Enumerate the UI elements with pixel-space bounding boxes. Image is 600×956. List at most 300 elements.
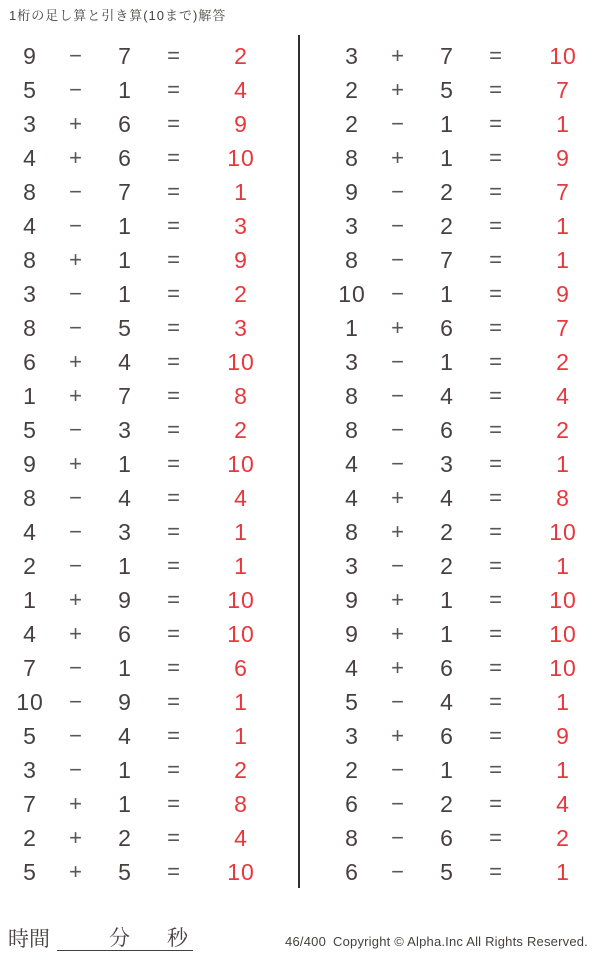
- problem-row: [8, 787, 284, 821]
- answer: 10: [227, 450, 255, 477]
- operator: −: [391, 859, 405, 884]
- operator: −: [391, 791, 405, 816]
- problem-row: [330, 583, 600, 617]
- operand-b: 7: [440, 246, 454, 273]
- problem-row: [330, 379, 600, 413]
- operand-b: 1: [118, 790, 132, 817]
- answer: 4: [234, 484, 248, 511]
- operator: −: [391, 757, 405, 782]
- operand-b: 4: [440, 484, 454, 511]
- problem-row: [330, 107, 600, 141]
- operand-b: 7: [118, 178, 132, 205]
- problem-row: [8, 107, 284, 141]
- answer: 2: [234, 280, 248, 307]
- equals-sign: =: [167, 791, 181, 816]
- answer: 9: [234, 110, 248, 137]
- problem-row: [8, 311, 284, 345]
- operand-b: 1: [440, 348, 454, 375]
- answer: 1: [556, 110, 570, 137]
- operand-b: 4: [440, 688, 454, 715]
- equals-sign: =: [167, 825, 181, 850]
- operand-b: 6: [440, 824, 454, 851]
- equals-sign: =: [489, 655, 503, 680]
- answer: 10: [227, 620, 255, 647]
- equals-sign: =: [167, 349, 181, 374]
- problem-row: [8, 855, 284, 889]
- operator: −: [391, 451, 405, 476]
- problem-row: [330, 39, 600, 73]
- answer: 2: [556, 824, 570, 851]
- equals-sign: =: [167, 621, 181, 646]
- operand-b: 2: [440, 518, 454, 545]
- operator: +: [69, 825, 83, 850]
- operand-a: 5: [23, 416, 37, 443]
- problem-row: [330, 447, 600, 481]
- equals-sign: =: [489, 145, 503, 170]
- operand-a: 8: [23, 314, 37, 341]
- operator: −: [391, 417, 405, 442]
- answer: 9: [556, 722, 570, 749]
- operand-b: 1: [118, 280, 132, 307]
- operand-b: 6: [118, 144, 132, 171]
- answer: 2: [556, 348, 570, 375]
- answer: 1: [556, 756, 570, 783]
- operand-b: 6: [118, 620, 132, 647]
- problem-row: [8, 345, 284, 379]
- problem-row: [8, 515, 284, 549]
- operand-b: 7: [440, 42, 454, 69]
- operand-b: 6: [440, 416, 454, 443]
- equals-sign: =: [489, 417, 503, 442]
- operand-b: 5: [118, 314, 132, 341]
- answer: 9: [556, 144, 570, 171]
- operand-a: 8: [345, 246, 359, 273]
- operator: −: [391, 689, 405, 714]
- problem-row: [330, 311, 600, 345]
- answer: 10: [549, 654, 577, 681]
- answer: 10: [227, 586, 255, 613]
- equals-sign: =: [489, 111, 503, 136]
- operand-a: 9: [345, 586, 359, 613]
- operator: −: [391, 281, 405, 306]
- equals-sign: =: [167, 689, 181, 714]
- operator: +: [391, 43, 405, 68]
- operand-a: 3: [345, 722, 359, 749]
- answer: 1: [234, 552, 248, 579]
- operator: −: [69, 213, 83, 238]
- operand-a: 4: [23, 620, 37, 647]
- operator: −: [391, 111, 405, 136]
- operator: +: [69, 451, 83, 476]
- equals-sign: =: [167, 587, 181, 612]
- operand-b: 5: [440, 858, 454, 885]
- operand-a: 1: [23, 382, 37, 409]
- operand-a: 6: [345, 858, 359, 885]
- operand-a: 4: [345, 484, 359, 511]
- operand-a: 8: [345, 144, 359, 171]
- operand-a: 8: [23, 246, 37, 273]
- operand-a: 6: [23, 348, 37, 375]
- problem-row: [8, 821, 284, 855]
- operator: −: [69, 179, 83, 204]
- operand-a: 2: [345, 756, 359, 783]
- operator: −: [69, 757, 83, 782]
- operand-a: 4: [345, 450, 359, 477]
- problem-row: [8, 277, 284, 311]
- answer: 1: [234, 178, 248, 205]
- operator: −: [69, 281, 83, 306]
- operator: +: [69, 859, 83, 884]
- equals-sign: =: [489, 281, 503, 306]
- problem-row: [330, 243, 600, 277]
- operand-b: 4: [118, 348, 132, 375]
- operand-a: 3: [345, 42, 359, 69]
- operator: +: [69, 791, 83, 816]
- problem-row: [8, 379, 284, 413]
- time-entry-area: [8, 924, 193, 951]
- problem-row: [330, 855, 600, 889]
- equals-sign: =: [489, 553, 503, 578]
- answer: 3: [234, 212, 248, 239]
- operand-a: 6: [345, 790, 359, 817]
- operand-a: 4: [345, 654, 359, 681]
- problem-row: [8, 141, 284, 175]
- equals-sign: =: [167, 145, 181, 170]
- answer: 4: [556, 790, 570, 817]
- equals-sign: =: [489, 77, 503, 102]
- answer: 8: [234, 382, 248, 409]
- operator: −: [391, 213, 405, 238]
- operator: −: [69, 553, 83, 578]
- problem-row: [330, 719, 600, 753]
- operand-b: 6: [440, 654, 454, 681]
- operand-a: 8: [345, 518, 359, 545]
- problem-row: [8, 617, 284, 651]
- equals-sign: =: [489, 689, 503, 714]
- equals-sign: =: [167, 655, 181, 680]
- operator: −: [391, 383, 405, 408]
- operand-a: 3: [23, 110, 37, 137]
- operand-b: 2: [440, 178, 454, 205]
- operand-b: 3: [440, 450, 454, 477]
- answer: 10: [227, 348, 255, 375]
- equals-sign: =: [489, 43, 503, 68]
- problem-row: [330, 549, 600, 583]
- time-label: 時間: [8, 927, 50, 951]
- answer: 10: [549, 42, 577, 69]
- answer: 1: [556, 688, 570, 715]
- problem-row: [8, 39, 284, 73]
- answer: 8: [234, 790, 248, 817]
- operand-a: 5: [23, 76, 37, 103]
- answer: 7: [556, 314, 570, 341]
- operand-b: 7: [118, 42, 132, 69]
- equals-sign: =: [489, 859, 503, 884]
- equals-sign: =: [489, 791, 503, 816]
- answer: 10: [549, 620, 577, 647]
- operand-b: 9: [118, 586, 132, 613]
- problem-row: [8, 447, 284, 481]
- answer: 8: [556, 484, 570, 511]
- operand-a: 2: [23, 824, 37, 851]
- operand-b: 1: [118, 654, 132, 681]
- equals-sign: =: [489, 213, 503, 238]
- equals-sign: =: [167, 247, 181, 272]
- answer: 1: [556, 246, 570, 273]
- operator: +: [391, 485, 405, 510]
- problem-row: [8, 73, 284, 107]
- operand-b: 9: [118, 688, 132, 715]
- operator: +: [391, 587, 405, 612]
- equals-sign: =: [167, 451, 181, 476]
- operand-a: 9: [345, 178, 359, 205]
- operand-a: 10: [16, 688, 44, 715]
- operator: +: [391, 519, 405, 544]
- operand-a: 8: [345, 824, 359, 851]
- operand-b: 6: [440, 314, 454, 341]
- problem-row: [330, 481, 600, 515]
- operand-a: 9: [23, 42, 37, 69]
- operator: −: [69, 689, 83, 714]
- page-number: 46/400: [285, 934, 326, 949]
- answer: 10: [549, 518, 577, 545]
- answer: 1: [556, 552, 570, 579]
- problem-row: [8, 753, 284, 787]
- operator: +: [69, 587, 83, 612]
- operator: +: [69, 383, 83, 408]
- problem-row: [8, 549, 284, 583]
- problem-row: [8, 719, 284, 753]
- operand-b: 4: [118, 484, 132, 511]
- equals-sign: =: [489, 519, 503, 544]
- operator: −: [391, 247, 405, 272]
- answer: 1: [234, 688, 248, 715]
- operator: −: [391, 349, 405, 374]
- seconds-label: 秒: [167, 927, 188, 950]
- equals-sign: =: [489, 383, 503, 408]
- operand-b: 1: [440, 280, 454, 307]
- answer: 2: [234, 42, 248, 69]
- problem-row: [330, 787, 600, 821]
- operand-a: 3: [23, 280, 37, 307]
- problem-row: [330, 753, 600, 787]
- operand-a: 8: [345, 416, 359, 443]
- equals-sign: =: [489, 315, 503, 340]
- equals-sign: =: [167, 111, 181, 136]
- equals-sign: =: [167, 723, 181, 748]
- problem-row: [8, 175, 284, 209]
- column-divider-line: [298, 35, 300, 888]
- problem-row: [8, 243, 284, 277]
- operand-b: 4: [118, 722, 132, 749]
- equals-sign: =: [489, 825, 503, 850]
- operand-a: 4: [23, 144, 37, 171]
- problem-row: [330, 345, 600, 379]
- operator: +: [69, 145, 83, 170]
- operand-b: 1: [440, 756, 454, 783]
- operand-a: 1: [345, 314, 359, 341]
- equals-sign: =: [489, 179, 503, 204]
- problem-row: [8, 685, 284, 719]
- operand-a: 8: [345, 382, 359, 409]
- operand-a: 1: [23, 586, 37, 613]
- problem-row: [8, 583, 284, 617]
- page-title: 1桁の足し算と引き算(10まで)解答: [9, 8, 227, 23]
- answer: 7: [556, 76, 570, 103]
- equals-sign: =: [489, 485, 503, 510]
- operand-a: 4: [23, 212, 37, 239]
- operand-a: 3: [345, 212, 359, 239]
- operand-b: 2: [118, 824, 132, 851]
- operator: −: [391, 179, 405, 204]
- operand-a: 3: [345, 552, 359, 579]
- operand-b: 2: [440, 212, 454, 239]
- equals-sign: =: [489, 757, 503, 782]
- answer: 6: [234, 654, 248, 681]
- equals-sign: =: [167, 519, 181, 544]
- operand-a: 8: [23, 178, 37, 205]
- operand-a: 7: [23, 790, 37, 817]
- operand-b: 1: [440, 110, 454, 137]
- equals-sign: =: [489, 621, 503, 646]
- operator: +: [391, 621, 405, 646]
- operand-a: 10: [338, 280, 366, 307]
- operand-b: 2: [440, 790, 454, 817]
- operand-b: 3: [118, 518, 132, 545]
- operand-b: 1: [118, 246, 132, 273]
- operand-a: 5: [23, 858, 37, 885]
- operator: −: [69, 315, 83, 340]
- operand-b: 2: [440, 552, 454, 579]
- operand-b: 1: [118, 76, 132, 103]
- copyright-line: [285, 934, 588, 949]
- answer: 10: [549, 586, 577, 613]
- answer: 10: [227, 858, 255, 885]
- operand-b: 1: [440, 620, 454, 647]
- operator: −: [69, 77, 83, 102]
- equals-sign: =: [167, 859, 181, 884]
- equals-sign: =: [167, 43, 181, 68]
- operator: −: [391, 825, 405, 850]
- equals-sign: =: [167, 281, 181, 306]
- problem-row: [330, 651, 600, 685]
- equals-sign: =: [167, 179, 181, 204]
- problem-row: [330, 821, 600, 855]
- operator: −: [69, 519, 83, 544]
- equals-sign: =: [489, 587, 503, 612]
- operand-a: 2: [345, 110, 359, 137]
- time-fill-in-line: [57, 925, 193, 951]
- operator: +: [391, 77, 405, 102]
- answer: 1: [234, 518, 248, 545]
- operator: +: [391, 145, 405, 170]
- answer: 1: [556, 450, 570, 477]
- problem-row: [330, 209, 600, 243]
- problem-row: [8, 209, 284, 243]
- operator: +: [391, 723, 405, 748]
- problem-row: [8, 651, 284, 685]
- operand-a: 9: [23, 450, 37, 477]
- problem-row: [330, 515, 600, 549]
- operand-a: 2: [345, 76, 359, 103]
- answer: 9: [556, 280, 570, 307]
- operand-b: 1: [118, 212, 132, 239]
- operator: +: [391, 315, 405, 340]
- problem-row: [330, 685, 600, 719]
- operator: −: [69, 655, 83, 680]
- equals-sign: =: [167, 383, 181, 408]
- operator: +: [69, 111, 83, 136]
- answer: 7: [556, 178, 570, 205]
- answer: 3: [234, 314, 248, 341]
- operand-a: 4: [23, 518, 37, 545]
- copyright-notice: Copyright © Alpha.Inc All Rights Reserved.: [333, 934, 588, 949]
- equals-sign: =: [489, 247, 503, 272]
- operand-a: 5: [345, 688, 359, 715]
- operand-a: 2: [23, 552, 37, 579]
- answer: 1: [234, 722, 248, 749]
- operator: +: [69, 247, 83, 272]
- answer: 2: [556, 416, 570, 443]
- operand-a: 3: [23, 756, 37, 783]
- minutes-label: 分: [109, 927, 130, 950]
- operator: −: [391, 553, 405, 578]
- answer: 4: [234, 76, 248, 103]
- operator: −: [69, 485, 83, 510]
- answer: 9: [234, 246, 248, 273]
- answer: 10: [227, 144, 255, 171]
- equals-sign: =: [489, 349, 503, 374]
- operand-b: 4: [440, 382, 454, 409]
- operator: +: [69, 349, 83, 374]
- operator: −: [69, 417, 83, 442]
- problems-column-left: [8, 39, 284, 889]
- operator: +: [69, 621, 83, 646]
- operand-b: 1: [440, 144, 454, 171]
- operand-a: 5: [23, 722, 37, 749]
- operand-a: 9: [345, 620, 359, 647]
- operand-b: 1: [440, 586, 454, 613]
- problem-row: [330, 617, 600, 651]
- equals-sign: =: [167, 315, 181, 340]
- equals-sign: =: [167, 757, 181, 782]
- operator: +: [391, 655, 405, 680]
- problem-row: [330, 413, 600, 447]
- operand-a: 7: [23, 654, 37, 681]
- operand-b: 6: [118, 110, 132, 137]
- answer: 4: [234, 824, 248, 851]
- equals-sign: =: [167, 77, 181, 102]
- operand-a: 8: [23, 484, 37, 511]
- equals-sign: =: [167, 417, 181, 442]
- problems-column-right: [330, 39, 600, 889]
- operand-b: 1: [118, 756, 132, 783]
- problem-row: [330, 175, 600, 209]
- equals-sign: =: [167, 213, 181, 238]
- operand-b: 5: [118, 858, 132, 885]
- problem-row: [330, 141, 600, 175]
- answer: 2: [234, 416, 248, 443]
- operand-b: 6: [440, 722, 454, 749]
- problem-row: [8, 481, 284, 515]
- operand-b: 5: [440, 76, 454, 103]
- operand-b: 3: [118, 416, 132, 443]
- answer: 4: [556, 382, 570, 409]
- equals-sign: =: [489, 723, 503, 748]
- problem-row: [330, 73, 600, 107]
- equals-sign: =: [489, 451, 503, 476]
- answer: 1: [556, 858, 570, 885]
